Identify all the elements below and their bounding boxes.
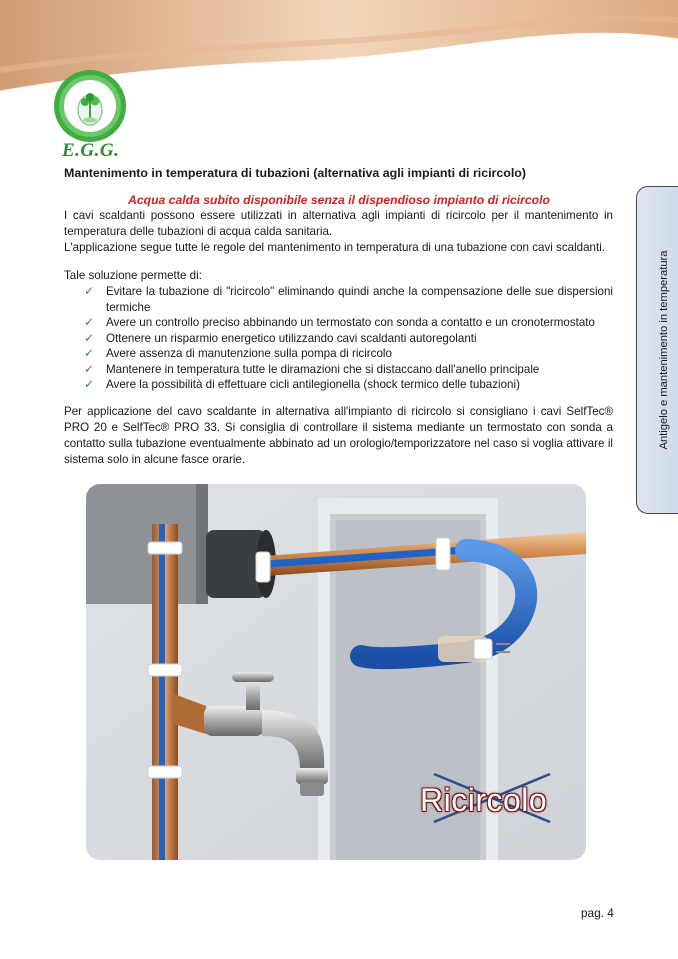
check-icon: ✓: [84, 377, 95, 391]
benefits-list: [82, 284, 613, 393]
egg-logo-icon: [52, 68, 128, 144]
list-item: ✓ Avere la possibilità di effettuare cicli antilegionella (shock termico delle tubazioni): [84, 377, 520, 391]
check-icon: ✓: [84, 346, 95, 360]
check-icon: ✓: [84, 361, 95, 376]
list-intro: Tale soluzione permette di:: [64, 269, 202, 282]
check-icon: ✓: [84, 315, 95, 329]
list-item: ✓ Avere assenza di manutenzione sulla pompa di ricircolo: [84, 346, 392, 360]
list-item: ✓ Avere un controllo preciso abbinando un termostato con sonda a contatto e un cronotermostato: [84, 315, 595, 329]
list-item: ✓ Evitare la tubazione di "ricircolo" eliminando quindi anche la compensazione delle sue dispersioni termiche: [84, 284, 613, 314]
crossed-label: Ricircolo: [420, 782, 548, 818]
check-icon: ✓: [84, 284, 95, 298]
brand-name: E.G.G.: [62, 140, 120, 161]
rules-paragraph: L'applicazione segue tutte le regole del mantenimento in temperatura di una tubazione con cavi scaldanti.: [64, 241, 606, 254]
page-title: Mantenimento in temperatura di tubazioni (alternativa agli impianti di ricircolo): [64, 166, 526, 180]
list-item: ✓ Ottenere un risparmio energetico utilizzando cavi scaldanti autoregolanti: [84, 330, 477, 345]
highlight-subtitle: Acqua calda subito disponibile senza il dispendioso impianto di ricircolo: [128, 193, 550, 207]
intro-paragraph: I cavi scaldanti possono essere utilizzati in alternativa agli impianti di ricircolo per il mantenimento in temperatura delle tubazioni di acqua calda sanitaria.: [64, 209, 613, 238]
side-tab-label: Antigelo e mantenimento in temperatura: [658, 250, 670, 450]
page-number: pag. 4: [581, 906, 614, 920]
recommendation-paragraph: Per applicazione del cavo scaldante in alternativa all'impianto di ricircolo si consigliano i cavi SelfTec® PRO 20 e SelfTec® PRO 33. Si consiglia di controllare il sistema mediante un termostato con sonda a contatto sulla tubazione eventualmente abbinato ad un orologio/temporizzatore nel caso si voglia attivare il sistema solo in alcune fasce orarie.: [64, 405, 613, 466]
list-item: ✓ Mantenere in temperatura tutte le diramazioni che si distaccano dall'anello principale: [84, 361, 540, 376]
section-side-tab: [636, 186, 678, 514]
check-icon: ✓: [84, 330, 95, 345]
